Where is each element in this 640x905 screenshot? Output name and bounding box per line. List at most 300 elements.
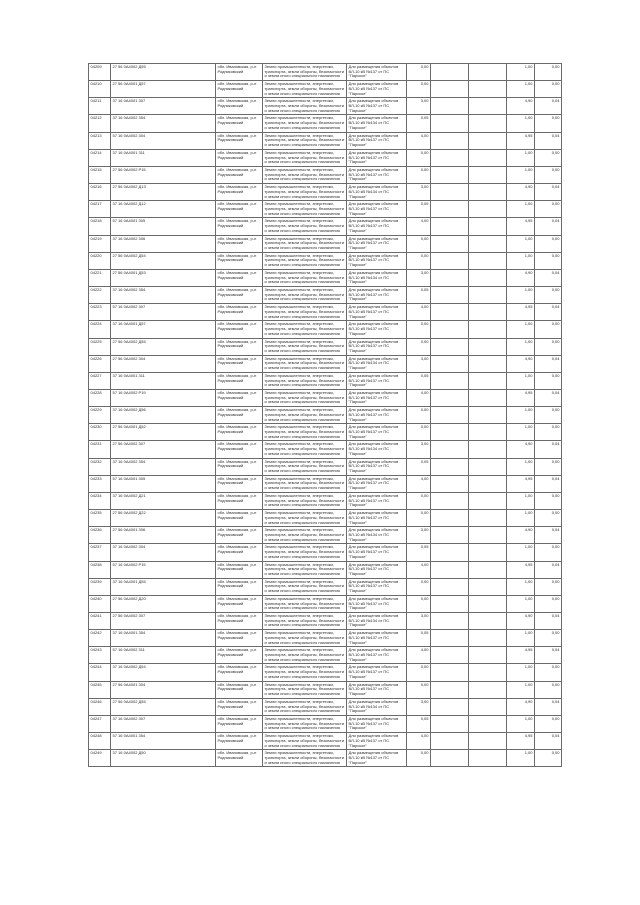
cell-v2	[431, 578, 469, 595]
cell-purp: Для размещения объектов ВЛ-10 кВ №134 от ПС "Парское"	[347, 184, 407, 201]
cell-v4: 4,95	[507, 561, 535, 578]
cell-v1: 0,00	[407, 64, 431, 81]
cell-v2	[431, 630, 469, 647]
cell-v5: 0,00	[535, 664, 562, 681]
table-row	[89, 81, 562, 98]
cell-v2	[431, 561, 469, 578]
cell-v2	[431, 218, 469, 235]
cell-v3	[469, 647, 507, 664]
cell-cad: 27 56 0А4002 Д55	[111, 64, 216, 81]
cell-v3	[469, 715, 507, 732]
cell-purp: Для размещения объектов ВЛ-10 кВ №137 от ПС "Парское"	[347, 64, 407, 81]
cell-cat: Земли промышленности, энергетики, транспорта, земли обороны, безопасности и земли иного специального назначения	[263, 184, 347, 201]
cell-cat: Земли промышленности, энергетики, транспорта, земли обороны, безопасности и земли иного специального назначения	[263, 561, 347, 578]
cell-cat: Земли промышленности, энергетики, транспорта, земли обороны, безопасности и земли иного специального назначения	[263, 630, 347, 647]
cell-loc: обл. Ивановская, р-н Родниковский	[216, 132, 263, 149]
cell-purp: Для размещения объектов ВЛ-10 кВ №137 от ПС "Парское"	[347, 647, 407, 664]
cell-loc: обл. Ивановская, р-н Родниковский	[216, 733, 263, 750]
cell-cat: Земли промышленности, энергетики, транспорта, земли обороны, безопасности и земли иного специального назначения	[263, 218, 347, 235]
table-row	[89, 475, 562, 492]
cell-cat: Земли промышленности, энергетики, транспорта, земли обороны, безопасности и земли иного специального назначения	[263, 613, 347, 630]
cell-loc: обл. Ивановская, р-н Родниковский	[216, 715, 263, 732]
cell-cat: Земли промышленности, энергетики, транспорта, земли обороны, безопасности и земли иного специального назначения	[263, 98, 347, 115]
cell-v3	[469, 664, 507, 681]
cell-id: 04241	[89, 613, 111, 630]
cell-cad: 57 16 0А4001 354	[111, 733, 216, 750]
cell-v4: 4,90	[507, 184, 535, 201]
table-row	[89, 269, 562, 286]
cell-loc: обл. Ивановская, р-н Родниковский	[216, 269, 263, 286]
cell-v2	[431, 510, 469, 527]
cell-cat: Земли промышленности, энергетики, транспорта, земли обороны, безопасности и земли иного специального назначения	[263, 698, 347, 715]
cell-cad: 57 16 0А4001 305	[111, 218, 216, 235]
cell-v1: 0,00	[407, 149, 431, 166]
cell-v5: 0,00	[535, 64, 562, 81]
cell-cad: 27 56 0А4002 Д22	[111, 510, 216, 527]
cell-v2	[431, 715, 469, 732]
cell-purp: Для размещения объектов ВЛ-10 кВ №137 от ПС "Парское"	[347, 561, 407, 578]
cell-cad: 37 16 0А4001 311	[111, 149, 216, 166]
cell-cad: 27 56 0А4002 304	[111, 355, 216, 372]
table-row	[89, 733, 562, 750]
cell-cat: Земли промышленности, энергетики, транспорта, земли обороны, безопасности и земли иного специального назначения	[263, 647, 347, 664]
cell-cad: 27 56 0А4001 304	[111, 681, 216, 698]
cell-v4: 1,00	[507, 715, 535, 732]
cell-v1: 0,05	[407, 630, 431, 647]
cell-cat: Земли промышленности, энергетики, транспорта, земли обороны, безопасности и земли иного специального назначения	[263, 424, 347, 441]
cell-loc: обл. Ивановская, р-н Родниковский	[216, 338, 263, 355]
cell-cad: 27 56 0А4002 Д54	[111, 252, 216, 269]
cell-v4: 1,00	[507, 424, 535, 441]
cell-cad: 57 16 0А4002 Р19	[111, 389, 216, 406]
cell-v4: 4,90	[507, 698, 535, 715]
cell-loc: обл. Ивановская, р-н Родниковский	[216, 407, 263, 424]
cell-v4: 1,00	[507, 630, 535, 647]
cell-v5: 0,04	[535, 355, 562, 372]
cell-v2	[431, 544, 469, 561]
cell-v3	[469, 698, 507, 715]
cell-v5: 0,04	[535, 613, 562, 630]
cell-v3	[469, 269, 507, 286]
table-row	[89, 338, 562, 355]
cell-v1: 0,05	[407, 715, 431, 732]
cell-v2	[431, 492, 469, 509]
table-row	[89, 458, 562, 475]
cell-purp: Для размещения объектов ВЛ-10 кВ №137 от ПС "Парское"	[347, 98, 407, 115]
cell-v4: 4,90	[507, 269, 535, 286]
cell-id: 04219	[89, 235, 111, 252]
cell-cat: Земли промышленности, энергетики, транспорта, земли обороны, безопасности и земли иного специального назначения	[263, 269, 347, 286]
cell-v1: 4,00	[407, 218, 431, 235]
cell-cad: 37 16 0А4001 354	[111, 630, 216, 647]
cell-v4: 4,95	[507, 304, 535, 321]
cell-id: 04214	[89, 149, 111, 166]
cell-cat: Земли промышленности, энергетики, транспорта, земли обороны, безопасности и земли иного специального назначения	[263, 149, 347, 166]
cell-v5: 0,00	[535, 321, 562, 338]
cell-v4: 1,00	[507, 510, 535, 527]
cell-purp: Для размещения объектов ВЛ-10 кВ №134 от ПС "Парское"	[347, 441, 407, 458]
cell-cat: Земли промышленности, энергетики, транспорта, земли обороны, безопасности и земли иного специального назначения	[263, 510, 347, 527]
cell-cad: 57 16 0А4001 305	[111, 475, 216, 492]
cell-v1: 0,05	[407, 458, 431, 475]
cell-v3	[469, 218, 507, 235]
cell-loc: обл. Ивановская, р-н Родниковский	[216, 475, 263, 492]
table-row	[89, 441, 562, 458]
cell-id: 04236	[89, 527, 111, 544]
cell-v2	[431, 338, 469, 355]
cell-v1: 4,00	[407, 733, 431, 750]
cell-v5: 0,04	[535, 561, 562, 578]
cell-loc: обл. Ивановская, р-н Родниковский	[216, 613, 263, 630]
cell-cat: Земли промышленности, энергетики, транспорта, земли обороны, безопасности и земли иного специального назначения	[263, 372, 347, 389]
cell-purp: Для размещения объектов ВЛ-10 кВ №137 от ПС "Парское"	[347, 149, 407, 166]
cell-cad: 27 56 0А4001 Д52	[111, 424, 216, 441]
cell-id: 04234	[89, 492, 111, 509]
cell-loc: обл. Ивановская, р-н Родниковский	[216, 681, 263, 698]
cell-loc: обл. Ивановская, р-н Родниковский	[216, 750, 263, 767]
cell-v2	[431, 149, 469, 166]
cell-v3	[469, 492, 507, 509]
cell-v3	[469, 201, 507, 218]
cell-id: 04217	[89, 201, 111, 218]
cell-v2	[431, 184, 469, 201]
cell-purp: Для размещения объектов ВЛ-10 кВ №137 от ПС "Парское"	[347, 235, 407, 252]
cell-v5: 0,00	[535, 338, 562, 355]
cell-cat: Земли промышленности, энергетики, транспорта, земли обороны, безопасности и земли иного специального назначения	[263, 595, 347, 612]
cell-cad: 57 16 0А4002 304	[111, 132, 216, 149]
cell-v5: 0,04	[535, 132, 562, 149]
table-row	[89, 595, 562, 612]
cell-v1: 0,00	[407, 81, 431, 98]
cell-loc: обл. Ивановская, р-н Родниковский	[216, 630, 263, 647]
cell-v3	[469, 561, 507, 578]
cell-v3	[469, 235, 507, 252]
cell-v5: 0,04	[535, 184, 562, 201]
cell-v5: 0,04	[535, 98, 562, 115]
cell-v4: 4,95	[507, 218, 535, 235]
table-row	[89, 235, 562, 252]
table-row	[89, 698, 562, 715]
cell-v4: 1,00	[507, 287, 535, 304]
cell-v3	[469, 510, 507, 527]
cell-v3	[469, 475, 507, 492]
cell-cat: Земли промышленности, энергетики, транспорта, земли обороны, безопасности и земли иного специального назначения	[263, 235, 347, 252]
cell-v1: 0,00	[407, 321, 431, 338]
cell-v3	[469, 750, 507, 767]
cell-purp: Для размещения объектов ВЛ-10 кВ №137 от ПС "Парское"	[347, 544, 407, 561]
cell-v3	[469, 355, 507, 372]
cell-cat: Земли промышленности, энергетики, транспорта, земли обороны, безопасности и земли иного специального назначения	[263, 389, 347, 406]
cell-v4: 4,95	[507, 132, 535, 149]
cell-v5: 0,04	[535, 647, 562, 664]
cell-loc: обл. Ивановская, р-н Родниковский	[216, 664, 263, 681]
cell-v4: 1,00	[507, 595, 535, 612]
cell-purp: Для размещения объектов ВЛ-10 кВ №137 от ПС "Парское"	[347, 252, 407, 269]
cell-v5: 0,04	[535, 441, 562, 458]
cell-v4: 1,00	[507, 115, 535, 132]
cell-v4: 1,00	[507, 407, 535, 424]
cell-cad: 37 16 0А4002 354	[111, 115, 216, 132]
cell-v4: 1,00	[507, 252, 535, 269]
cell-cad: 27 56 0А4001 Д57	[111, 81, 216, 98]
table-row	[89, 561, 562, 578]
cell-v3	[469, 527, 507, 544]
cell-id: 04223	[89, 304, 111, 321]
cell-loc: обл. Ивановская, р-н Родниковский	[216, 166, 263, 183]
table-row	[89, 252, 562, 269]
table-row	[89, 287, 562, 304]
table-row	[89, 166, 562, 183]
cell-cad: 37 16 0А4002 Д56	[111, 407, 216, 424]
cell-loc: обл. Ивановская, р-н Родниковский	[216, 115, 263, 132]
cell-cad: 37 16 0А4002 304	[111, 544, 216, 561]
cell-v3	[469, 424, 507, 441]
cell-v2	[431, 475, 469, 492]
cell-v3	[469, 64, 507, 81]
cell-id: 04240	[89, 595, 111, 612]
cell-cat: Земли промышленности, энергетики, транспорта, земли обороны, безопасности и земли иного специального назначения	[263, 492, 347, 509]
table-row	[89, 613, 562, 630]
cell-cad: 27 56 0А4002 307	[111, 613, 216, 630]
cell-v5: 0,00	[535, 201, 562, 218]
cell-loc: обл. Ивановская, р-н Родниковский	[216, 81, 263, 98]
table-row	[89, 115, 562, 132]
cell-id: 04242	[89, 630, 111, 647]
cell-cad: 37 16 0А4002 Д12	[111, 201, 216, 218]
cell-v5: 0,04	[535, 269, 562, 286]
cell-v4: 1,00	[507, 578, 535, 595]
cell-loc: обл. Ивановская, р-н Родниковский	[216, 698, 263, 715]
cell-loc: обл. Ивановская, р-н Родниковский	[216, 389, 263, 406]
cell-v5: 0,00	[535, 166, 562, 183]
cell-cad: 27 56 0А4002 Д55	[111, 338, 216, 355]
table-row	[89, 201, 562, 218]
cell-v3	[469, 441, 507, 458]
cell-v3	[469, 407, 507, 424]
cell-cat: Земли промышленности, энергетики, транспорта, земли обороны, безопасности и земли иного специального назначения	[263, 664, 347, 681]
cell-loc: обл. Ивановская, р-н Родниковский	[216, 578, 263, 595]
cell-loc: обл. Ивановская, р-н Родниковский	[216, 98, 263, 115]
cell-v4: 4,90	[507, 527, 535, 544]
cell-cat: Земли промышленности, энергетики, транспорта, земли обороны, безопасности и земли иного специального назначения	[263, 321, 347, 338]
cell-cad: 37 16 0А4002 306	[111, 235, 216, 252]
cell-purp: Для размещения объектов ВЛ-10 кВ №134 от ПС "Парское"	[347, 269, 407, 286]
cell-loc: обл. Ивановская, р-н Родниковский	[216, 64, 263, 81]
cell-v2	[431, 81, 469, 98]
cell-v1: 0,05	[407, 115, 431, 132]
cell-v2	[431, 269, 469, 286]
cell-v3	[469, 166, 507, 183]
cell-cat: Земли промышленности, энергетики, транспорта, земли обороны, безопасности и земли иного специального назначения	[263, 201, 347, 218]
registry-table	[88, 63, 562, 767]
cell-loc: обл. Ивановская, р-н Родниковский	[216, 458, 263, 475]
cell-loc: обл. Ивановская, р-н Родниковский	[216, 424, 263, 441]
table-row	[89, 681, 562, 698]
cell-id: 04231	[89, 441, 111, 458]
table-row	[89, 527, 562, 544]
cell-id: 04230	[89, 424, 111, 441]
cell-id: 04227	[89, 372, 111, 389]
cell-v4: 4,95	[507, 389, 535, 406]
cell-v1: 3,00	[407, 698, 431, 715]
cell-cad: 37 16 0А4001 Д55	[111, 578, 216, 595]
cell-v2	[431, 681, 469, 698]
cell-id: 04224	[89, 321, 111, 338]
cell-v3	[469, 458, 507, 475]
cell-v1: 0,00	[407, 595, 431, 612]
cell-id: 04247	[89, 715, 111, 732]
cell-id: 04220	[89, 252, 111, 269]
cell-v4: 1,00	[507, 544, 535, 561]
cell-loc: обл. Ивановская, р-н Родниковский	[216, 372, 263, 389]
cell-v1: 3,00	[407, 98, 431, 115]
cell-v4: 1,00	[507, 458, 535, 475]
cell-id: 04249	[89, 750, 111, 767]
cell-id: 04237	[89, 544, 111, 561]
cell-v4: 4,90	[507, 441, 535, 458]
cell-loc: обл. Ивановская, р-н Родниковский	[216, 218, 263, 235]
cell-v5: 0,00	[535, 424, 562, 441]
cell-cat: Земли промышленности, энергетики, транспорта, земли обороны, безопасности и земли иного специального назначения	[263, 304, 347, 321]
cell-loc: обл. Ивановская, р-н Родниковский	[216, 647, 263, 664]
cell-v2	[431, 527, 469, 544]
cell-purp: Для размещения объектов ВЛ-10 кВ №134 от ПС "Парское"	[347, 115, 407, 132]
cell-v2	[431, 664, 469, 681]
cell-purp: Для размещения объектов ВЛ-10 кВ №134 от ПС "Парское"	[347, 355, 407, 372]
cell-loc: обл. Ивановская, р-н Родниковский	[216, 544, 263, 561]
cell-v5: 0,00	[535, 630, 562, 647]
cell-id: 04221	[89, 269, 111, 286]
cell-v4: 1,00	[507, 235, 535, 252]
cell-cat: Земли промышленности, энергетики, транспорта, земли обороны, безопасности и земли иного специального назначения	[263, 115, 347, 132]
cell-v2	[431, 424, 469, 441]
cell-v5: 0,00	[535, 492, 562, 509]
cell-v5: 0,00	[535, 595, 562, 612]
cell-v5: 0,04	[535, 698, 562, 715]
cell-v1: 3,00	[407, 269, 431, 286]
cell-v3	[469, 304, 507, 321]
cell-v2	[431, 698, 469, 715]
cell-v4: 4,95	[507, 475, 535, 492]
cell-v1: 3,00	[407, 441, 431, 458]
cell-id: 04213	[89, 132, 111, 149]
cell-v1: 0,00	[407, 510, 431, 527]
cell-cat: Земли промышленности, энергетики, транспорта, земли обороны, безопасности и земли иного специального назначения	[263, 750, 347, 767]
cell-v1: 3,00	[407, 184, 431, 201]
cell-v1: 4,00	[407, 475, 431, 492]
cell-purp: Для размещения объектов ВЛ-10 кВ №137 от ПС "Парское"	[347, 750, 407, 767]
table-row	[89, 149, 562, 166]
cell-loc: обл. Ивановская, р-н Родниковский	[216, 355, 263, 372]
cell-cad: 27 56 0А4001 306	[111, 527, 216, 544]
cell-cat: Земли промышленности, энергетики, транспорта, земли обороны, безопасности и земли иного специального назначения	[263, 441, 347, 458]
cell-id: 04245	[89, 681, 111, 698]
cell-purp: Для размещения объектов ВЛ-10 кВ №137 от ПС "Парское"	[347, 664, 407, 681]
cell-v2	[431, 595, 469, 612]
cell-loc: обл. Ивановская, р-н Родниковский	[216, 510, 263, 527]
table-row	[89, 218, 562, 235]
table-row	[89, 132, 562, 149]
table-row	[89, 304, 562, 321]
cell-loc: обл. Ивановская, р-н Родниковский	[216, 184, 263, 201]
cell-cat: Земли промышленности, энергетики, транспорта, земли обороны, безопасности и земли иного специального назначения	[263, 64, 347, 81]
cell-v3	[469, 681, 507, 698]
cell-v1: 0,00	[407, 166, 431, 183]
cell-purp: Для размещения объектов ВЛ-10 кВ №137 от ПС "Парское"	[347, 81, 407, 98]
cell-v5: 0,00	[535, 715, 562, 732]
cell-id: 04222	[89, 287, 111, 304]
table-row	[89, 355, 562, 372]
cell-v3	[469, 287, 507, 304]
cell-v1: 0,00	[407, 424, 431, 441]
cell-v2	[431, 733, 469, 750]
cell-id: 04235	[89, 510, 111, 527]
cell-v4: 1,00	[507, 81, 535, 98]
cell-purp: Для размещения объектов ВЛ-10 кВ №134 от ПС "Парское"	[347, 527, 407, 544]
cell-cad: 27 56 0А4002 Р15	[111, 166, 216, 183]
cell-cad: 57 16 0А4002 307	[111, 304, 216, 321]
cell-v1: 0,05	[407, 544, 431, 561]
cell-purp: Для размещения объектов ВЛ-10 кВ №137 от ПС "Парское"	[347, 733, 407, 750]
cell-loc: обл. Ивановская, р-н Родниковский	[216, 441, 263, 458]
cell-cat: Земли промышленности, энергетики, транспорта, земли обороны, безопасности и земли иного специального назначения	[263, 166, 347, 183]
cell-id: 04215	[89, 166, 111, 183]
cell-v3	[469, 338, 507, 355]
cell-purp: Для размещения объектов ВЛ-10 кВ №137 от ПС "Парское"	[347, 458, 407, 475]
cell-cat: Земли промышленности, энергетики, транспорта, земли обороны, безопасности и земли иного специального назначения	[263, 407, 347, 424]
cell-v1: 0,05	[407, 287, 431, 304]
table-row	[89, 578, 562, 595]
cell-v5: 0,00	[535, 115, 562, 132]
cell-v4: 1,00	[507, 338, 535, 355]
cell-cat: Земли промышленности, энергетики, транспорта, земли обороны, безопасности и земли иного специального назначения	[263, 81, 347, 98]
cell-v2	[431, 115, 469, 132]
cell-v5: 0,00	[535, 372, 562, 389]
cell-v3	[469, 733, 507, 750]
cell-id: 04218	[89, 218, 111, 235]
cell-purp: Для размещения объектов ВЛ-10 кВ №137 от ПС "Парское"	[347, 424, 407, 441]
table-row	[89, 750, 562, 767]
cell-v4: 1,00	[507, 321, 535, 338]
table-row	[89, 372, 562, 389]
cell-purp: Для размещения объектов ВЛ-10 кВ №137 от ПС "Парское"	[347, 287, 407, 304]
cell-id: 04212	[89, 115, 111, 132]
cell-cat: Земли промышленности, энергетики, транспорта, земли обороны, безопасности и земли иного специального назначения	[263, 733, 347, 750]
cell-v3	[469, 630, 507, 647]
cell-cad: 27 56 0А4002 307	[111, 441, 216, 458]
cell-purp: Для размещения объектов ВЛ-10 кВ №137 от ПС "Парское"	[347, 475, 407, 492]
cell-purp: Для размещения объектов ВЛ-10 кВ №137 от ПС "Парское"	[347, 218, 407, 235]
cell-v1: 0,00	[407, 750, 431, 767]
cell-v2	[431, 166, 469, 183]
cell-v5: 0,00	[535, 458, 562, 475]
cell-v4: 1,00	[507, 201, 535, 218]
cell-purp: Для размещения объектов ВЛ-10 кВ №137 от ПС "Парское"	[347, 338, 407, 355]
cell-v3	[469, 389, 507, 406]
cell-v2	[431, 407, 469, 424]
cell-cad: 27 56 0А4001 Д53	[111, 269, 216, 286]
cell-v2	[431, 235, 469, 252]
cell-v5: 0,00	[535, 81, 562, 98]
cell-cat: Земли промышленности, энергетики, транспорта, земли обороны, безопасности и земли иного специального назначения	[263, 338, 347, 355]
table-row	[89, 544, 562, 561]
cell-v2	[431, 372, 469, 389]
cell-loc: обл. Ивановская, р-н Родниковский	[216, 492, 263, 509]
cell-v5: 0,00	[535, 544, 562, 561]
cell-v2	[431, 441, 469, 458]
cell-v1: 3,00	[407, 613, 431, 630]
cell-cad: 27 56 0А4002 Д20	[111, 595, 216, 612]
